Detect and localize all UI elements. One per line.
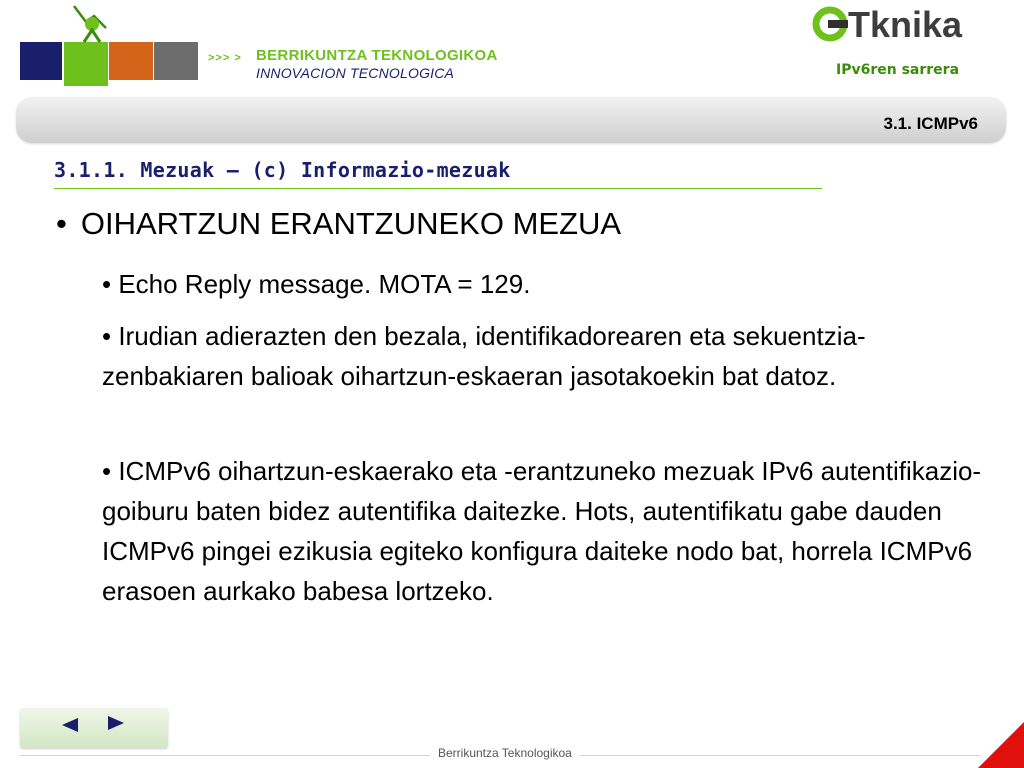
header-block-gray	[154, 42, 198, 80]
brand-arrows: >>> >	[208, 52, 242, 64]
header-block-orange	[109, 42, 153, 80]
header-block-green	[64, 42, 108, 86]
bullet-paragraph: • Echo Reply message. MOTA = 129.	[102, 269, 531, 299]
navigation-box	[20, 708, 168, 748]
bullet-paragraph: • Irudian adierazten den bezala, identifikadorearen eta sekuentzia-zenbakiaren balioak oihartzun-eskaeran jasotakoekin bat datoz.	[102, 321, 866, 391]
slide-title: 3.1.1. Mezuak – (c) Informazio-mezuak	[54, 158, 511, 182]
corner-triangle-icon	[978, 722, 1024, 768]
header-block-navy	[20, 42, 62, 80]
footer-text: Berrikuntza Teknologikoa	[430, 746, 580, 760]
section-bar	[16, 97, 1006, 143]
section-label: 3.1. ICMPv6	[883, 114, 978, 133]
main-bullet: •	[56, 206, 67, 241]
main-heading: OIHARTZUN ERANTZUNEKO MEZUA	[80, 206, 622, 241]
triangle-left-icon[interactable]	[62, 718, 78, 732]
presentation-subtitle: IPv6ren sarrera	[836, 62, 960, 78]
tknika-logo-text: Tknika	[848, 4, 963, 45]
brand-subtitle: INNOVACION TECNOLOGICA	[256, 65, 455, 81]
figure-logo-icon	[70, 2, 110, 46]
triangle-right-icon[interactable]	[108, 716, 124, 730]
title-underline	[54, 188, 822, 189]
brand-title: BERRIKUNTZA TEKNOLOGIKOA	[256, 47, 498, 64]
bullet-paragraph: • ICMPv6 oihartzun-eskaerako eta -erantzuneko mezuak IPv6 autentifikazio-goiburu baten bidez autentifika daitezke. Hots, autentifikatu gabe dauden ICMPv6 pingei ezikusia egiteko konfigura daiteke nodo bat, horrela ICMPv6 erasoen aurkako babesa lortzeko.	[102, 456, 982, 606]
main-heading-row	[56, 206, 621, 242]
tknika-logo	[812, 2, 1002, 46]
